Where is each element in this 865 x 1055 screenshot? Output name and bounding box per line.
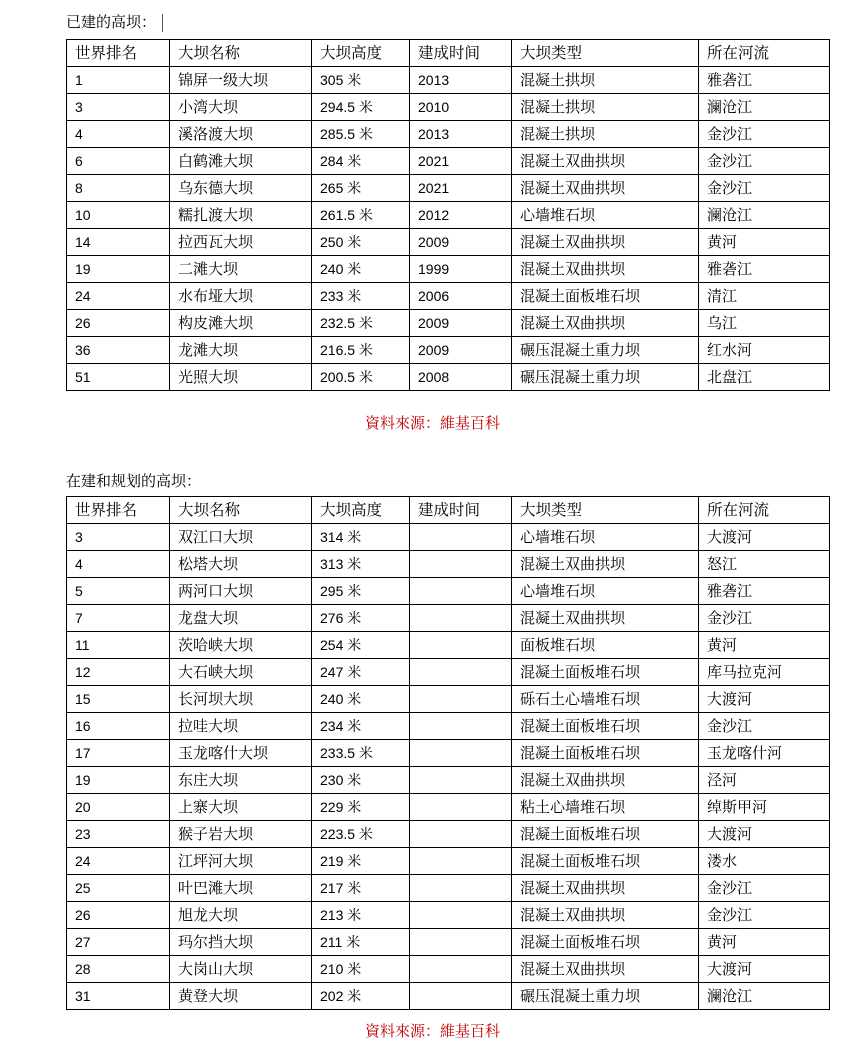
table-row — [67, 821, 830, 848]
table-row — [67, 229, 830, 256]
cell-dam-name: 茨哈峡大坝 — [170, 632, 312, 659]
cell-world-rank: 10 — [67, 202, 170, 229]
cell-world-rank: 51 — [67, 364, 170, 391]
cell-completion-year — [410, 767, 512, 794]
header-dam-type: 大坝类型 — [512, 40, 699, 67]
cell-river: 雅砻江 — [699, 67, 830, 94]
cell-dam-type: 砾石土心墙堆石坝 — [512, 686, 699, 713]
cell-dam-height: 284 米 — [312, 148, 410, 175]
cell-dam-name: 松塔大坝 — [170, 551, 312, 578]
cell-dam-height: 254 米 — [312, 632, 410, 659]
cell-dam-height: 265 米 — [312, 175, 410, 202]
header-completion-year: 建成时间 — [410, 40, 512, 67]
table-row — [67, 902, 830, 929]
cell-completion-year: 2013 — [410, 67, 512, 94]
cell-dam-type: 混凝土双曲拱坝 — [512, 175, 699, 202]
cell-river: 玉龙喀什河 — [699, 740, 830, 767]
cell-world-rank: 16 — [67, 713, 170, 740]
cell-dam-name: 水布垭大坝 — [170, 283, 312, 310]
cell-dam-name: 长河坝大坝 — [170, 686, 312, 713]
cell-completion-year — [410, 956, 512, 983]
cell-river: 大渡河 — [699, 686, 830, 713]
cell-dam-name: 猴子岩大坝 — [170, 821, 312, 848]
cell-dam-name: 乌东德大坝 — [170, 175, 312, 202]
cell-dam-height: 233.5 米 — [312, 740, 410, 767]
cell-river: 红水河 — [699, 337, 830, 364]
cell-completion-year — [410, 578, 512, 605]
table-row — [67, 202, 830, 229]
cell-completion-year: 2006 — [410, 283, 512, 310]
table-row — [67, 94, 830, 121]
cell-dam-name: 叶巴滩大坝 — [170, 875, 312, 902]
table-row — [67, 686, 830, 713]
cell-world-rank: 28 — [67, 956, 170, 983]
cell-dam-type: 混凝土双曲拱坝 — [512, 605, 699, 632]
cell-world-rank: 7 — [67, 605, 170, 632]
cell-dam-type: 混凝土拱坝 — [512, 94, 699, 121]
cell-dam-name: 玉龙喀什大坝 — [170, 740, 312, 767]
cell-river: 泾河 — [699, 767, 830, 794]
cell-dam-name: 小湾大坝 — [170, 94, 312, 121]
header-dam-type: 大坝类型 — [512, 497, 699, 524]
cell-completion-year: 1999 — [410, 256, 512, 283]
cell-world-rank: 19 — [67, 767, 170, 794]
table-row — [67, 524, 830, 551]
cell-completion-year: 2010 — [410, 94, 512, 121]
cell-world-rank: 26 — [67, 310, 170, 337]
cell-world-rank: 36 — [67, 337, 170, 364]
cell-dam-type: 混凝土双曲拱坝 — [512, 256, 699, 283]
header-river: 所在河流 — [699, 40, 830, 67]
cell-river: 溇水 — [699, 848, 830, 875]
cell-world-rank: 15 — [67, 686, 170, 713]
cell-world-rank: 14 — [67, 229, 170, 256]
cell-dam-type: 混凝土面板堆石坝 — [512, 740, 699, 767]
table-row — [67, 67, 830, 94]
cell-river: 雅砻江 — [699, 578, 830, 605]
cell-completion-year — [410, 605, 512, 632]
cell-dam-height: 229 米 — [312, 794, 410, 821]
cell-dam-height: 219 米 — [312, 848, 410, 875]
cell-river: 大渡河 — [699, 956, 830, 983]
table-row — [67, 605, 830, 632]
cell-completion-year — [410, 740, 512, 767]
cell-world-rank: 1 — [67, 67, 170, 94]
table-row — [67, 175, 830, 202]
cell-river: 金沙江 — [699, 175, 830, 202]
cell-dam-name: 东庄大坝 — [170, 767, 312, 794]
table-row — [67, 337, 830, 364]
cell-completion-year: 2009 — [410, 229, 512, 256]
cell-dam-height: 294.5 米 — [312, 94, 410, 121]
table-row — [67, 148, 830, 175]
cell-dam-name: 二滩大坝 — [170, 256, 312, 283]
cell-dam-type: 心墙堆石坝 — [512, 578, 699, 605]
cell-completion-year — [410, 848, 512, 875]
cell-dam-name: 旭龙大坝 — [170, 902, 312, 929]
cell-dam-height: 261.5 米 — [312, 202, 410, 229]
header-dam-height: 大坝高度 — [312, 497, 410, 524]
cell-dam-type: 混凝土面板堆石坝 — [512, 848, 699, 875]
cell-dam-height: 295 米 — [312, 578, 410, 605]
cell-world-rank: 23 — [67, 821, 170, 848]
table-row — [67, 956, 830, 983]
table-row — [67, 578, 830, 605]
cell-river: 金沙江 — [699, 902, 830, 929]
cell-world-rank: 5 — [67, 578, 170, 605]
cell-world-rank: 3 — [67, 94, 170, 121]
table-row — [67, 632, 830, 659]
cell-dam-type: 心墙堆石坝 — [512, 524, 699, 551]
cell-dam-height: 250 米 — [312, 229, 410, 256]
table-row — [67, 767, 830, 794]
cell-dam-name: 拉西瓦大坝 — [170, 229, 312, 256]
cell-dam-name: 黄登大坝 — [170, 983, 312, 1010]
cell-dam-type: 混凝土双曲拱坝 — [512, 148, 699, 175]
cell-dam-name: 白鹤滩大坝 — [170, 148, 312, 175]
cell-river: 澜沧江 — [699, 202, 830, 229]
cell-dam-name: 龙盘大坝 — [170, 605, 312, 632]
table-row — [67, 256, 830, 283]
cell-world-rank: 4 — [67, 121, 170, 148]
built-source-note: 資料來源：維基百科 — [364, 414, 500, 432]
cell-river: 金沙江 — [699, 713, 830, 740]
header-dam-height: 大坝高度 — [312, 40, 410, 67]
cell-dam-type: 混凝土面板堆石坝 — [512, 713, 699, 740]
cell-dam-type: 混凝土拱坝 — [512, 67, 699, 94]
table-row — [67, 848, 830, 875]
table-row — [67, 713, 830, 740]
cell-completion-year — [410, 659, 512, 686]
planned-source-note: 資料來源：維基百科 — [364, 1022, 500, 1040]
table-row — [67, 929, 830, 956]
cell-dam-height: 247 米 — [312, 659, 410, 686]
cell-river: 怒江 — [699, 551, 830, 578]
cell-dam-height: 314 米 — [312, 524, 410, 551]
cell-dam-type: 面板堆石坝 — [512, 632, 699, 659]
cell-completion-year: 2009 — [410, 310, 512, 337]
cell-completion-year: 2021 — [410, 148, 512, 175]
cell-world-rank: 24 — [67, 848, 170, 875]
table-row — [67, 740, 830, 767]
cell-dam-height: 210 米 — [312, 956, 410, 983]
cell-dam-height: 211 米 — [312, 929, 410, 956]
cell-completion-year — [410, 902, 512, 929]
cell-river: 乌江 — [699, 310, 830, 337]
cell-dam-name: 两河口大坝 — [170, 578, 312, 605]
cell-river: 黄河 — [699, 929, 830, 956]
built-dams-title: 已建的高坝： — [66, 13, 157, 31]
cell-dam-height: 234 米 — [312, 713, 410, 740]
cell-river: 大渡河 — [699, 821, 830, 848]
cell-dam-height: 313 米 — [312, 551, 410, 578]
cell-dam-name: 锦屏一级大坝 — [170, 67, 312, 94]
cell-dam-height: 240 米 — [312, 256, 410, 283]
cell-completion-year — [410, 713, 512, 740]
cell-world-rank: 11 — [67, 632, 170, 659]
table-row — [67, 283, 830, 310]
cell-dam-type: 混凝土面板堆石坝 — [512, 821, 699, 848]
cell-dam-type: 混凝土面板堆石坝 — [512, 659, 699, 686]
cell-dam-name: 龙滩大坝 — [170, 337, 312, 364]
table-row — [67, 364, 830, 391]
cell-dam-type: 混凝土双曲拱坝 — [512, 767, 699, 794]
cell-world-rank: 19 — [67, 256, 170, 283]
table-row — [67, 983, 830, 1010]
cell-river: 库马拉克河 — [699, 659, 830, 686]
cell-dam-type: 混凝土面板堆石坝 — [512, 283, 699, 310]
cell-dam-height: 305 米 — [312, 67, 410, 94]
cell-dam-name: 光照大坝 — [170, 364, 312, 391]
cell-completion-year — [410, 821, 512, 848]
cell-dam-type: 混凝土双曲拱坝 — [512, 956, 699, 983]
planned-dams-title: 在建和规划的高坝： — [66, 472, 202, 490]
planned-dams-table — [66, 496, 830, 1010]
cell-dam-height: 202 米 — [312, 983, 410, 1010]
cell-world-rank: 20 — [67, 794, 170, 821]
cell-dam-height: 223.5 米 — [312, 821, 410, 848]
table-row — [67, 310, 830, 337]
table-row — [67, 121, 830, 148]
cell-dam-name: 溪洛渡大坝 — [170, 121, 312, 148]
cell-dam-type: 混凝土双曲拱坝 — [512, 310, 699, 337]
cell-river: 金沙江 — [699, 875, 830, 902]
cell-river: 澜沧江 — [699, 94, 830, 121]
cell-world-rank: 8 — [67, 175, 170, 202]
cell-dam-name: 双江口大坝 — [170, 524, 312, 551]
cell-dam-name: 上寨大坝 — [170, 794, 312, 821]
planned-dams-heading — [66, 471, 201, 491]
table-row — [67, 875, 830, 902]
header-world-rank: 世界排名 — [67, 40, 170, 67]
cell-completion-year: 2021 — [410, 175, 512, 202]
cell-dam-type: 混凝土双曲拱坝 — [512, 875, 699, 902]
cell-completion-year: 2013 — [410, 121, 512, 148]
cell-dam-height: 240 米 — [312, 686, 410, 713]
cell-river: 金沙江 — [699, 121, 830, 148]
cell-completion-year: 2009 — [410, 337, 512, 364]
cell-world-rank: 26 — [67, 902, 170, 929]
cell-completion-year — [410, 875, 512, 902]
cell-dam-name: 构皮滩大坝 — [170, 310, 312, 337]
cell-river: 黄河 — [699, 229, 830, 256]
table-row — [67, 551, 830, 578]
cell-dam-type: 混凝土拱坝 — [512, 121, 699, 148]
cell-dam-type: 混凝土双曲拱坝 — [512, 551, 699, 578]
cell-completion-year: 2008 — [410, 364, 512, 391]
built-dams-table — [66, 39, 830, 391]
cell-dam-type: 心墙堆石坝 — [512, 202, 699, 229]
cell-river: 金沙江 — [699, 605, 830, 632]
table-header-row — [67, 497, 830, 524]
cell-world-rank: 12 — [67, 659, 170, 686]
cell-completion-year — [410, 794, 512, 821]
cell-dam-height: 285.5 米 — [312, 121, 410, 148]
cell-dam-name: 玛尔挡大坝 — [170, 929, 312, 956]
cell-dam-height: 200.5 米 — [312, 364, 410, 391]
cell-world-rank: 31 — [67, 983, 170, 1010]
cell-dam-type: 碾压混凝土重力坝 — [512, 337, 699, 364]
built-dams-heading — [66, 12, 163, 32]
table-row — [67, 659, 830, 686]
cell-dam-type: 混凝土双曲拱坝 — [512, 902, 699, 929]
table-row — [67, 794, 830, 821]
cell-completion-year — [410, 524, 512, 551]
cell-world-rank: 3 — [67, 524, 170, 551]
table-header-row — [67, 40, 830, 67]
cell-river: 雅砻江 — [699, 256, 830, 283]
cell-dam-type: 混凝土面板堆石坝 — [512, 929, 699, 956]
cell-dam-type: 碾压混凝土重力坝 — [512, 364, 699, 391]
text-cursor — [162, 14, 163, 32]
cell-dam-type: 粘土心墙堆石坝 — [512, 794, 699, 821]
cell-dam-height: 232.5 米 — [312, 310, 410, 337]
cell-river: 大渡河 — [699, 524, 830, 551]
cell-completion-year — [410, 632, 512, 659]
cell-river: 清江 — [699, 283, 830, 310]
cell-dam-name: 糯扎渡大坝 — [170, 202, 312, 229]
cell-dam-height: 276 米 — [312, 605, 410, 632]
cell-dam-height: 233 米 — [312, 283, 410, 310]
cell-world-rank: 27 — [67, 929, 170, 956]
header-completion-year: 建成时间 — [410, 497, 512, 524]
cell-completion-year — [410, 929, 512, 956]
cell-world-rank: 17 — [67, 740, 170, 767]
cell-dam-name: 大石峡大坝 — [170, 659, 312, 686]
cell-river: 黄河 — [699, 632, 830, 659]
cell-dam-name: 大岗山大坝 — [170, 956, 312, 983]
cell-river: 金沙江 — [699, 148, 830, 175]
cell-river: 绰斯甲河 — [699, 794, 830, 821]
cell-dam-height: 230 米 — [312, 767, 410, 794]
header-dam-name: 大坝名称 — [170, 40, 312, 67]
cell-completion-year: 2012 — [410, 202, 512, 229]
header-world-rank: 世界排名 — [67, 497, 170, 524]
cell-dam-height: 217 米 — [312, 875, 410, 902]
cell-world-rank: 24 — [67, 283, 170, 310]
cell-completion-year — [410, 686, 512, 713]
cell-dam-name: 拉哇大坝 — [170, 713, 312, 740]
cell-river: 澜沧江 — [699, 983, 830, 1010]
cell-world-rank: 6 — [67, 148, 170, 175]
cell-river: 北盘江 — [699, 364, 830, 391]
cell-completion-year — [410, 983, 512, 1010]
cell-dam-type: 混凝土双曲拱坝 — [512, 229, 699, 256]
cell-dam-height: 216.5 米 — [312, 337, 410, 364]
header-dam-name: 大坝名称 — [170, 497, 312, 524]
header-river: 所在河流 — [699, 497, 830, 524]
cell-dam-type: 碾压混凝土重力坝 — [512, 983, 699, 1010]
cell-world-rank: 25 — [67, 875, 170, 902]
cell-world-rank: 4 — [67, 551, 170, 578]
cell-dam-height: 213 米 — [312, 902, 410, 929]
cell-completion-year — [410, 551, 512, 578]
cell-dam-name: 江坪河大坝 — [170, 848, 312, 875]
